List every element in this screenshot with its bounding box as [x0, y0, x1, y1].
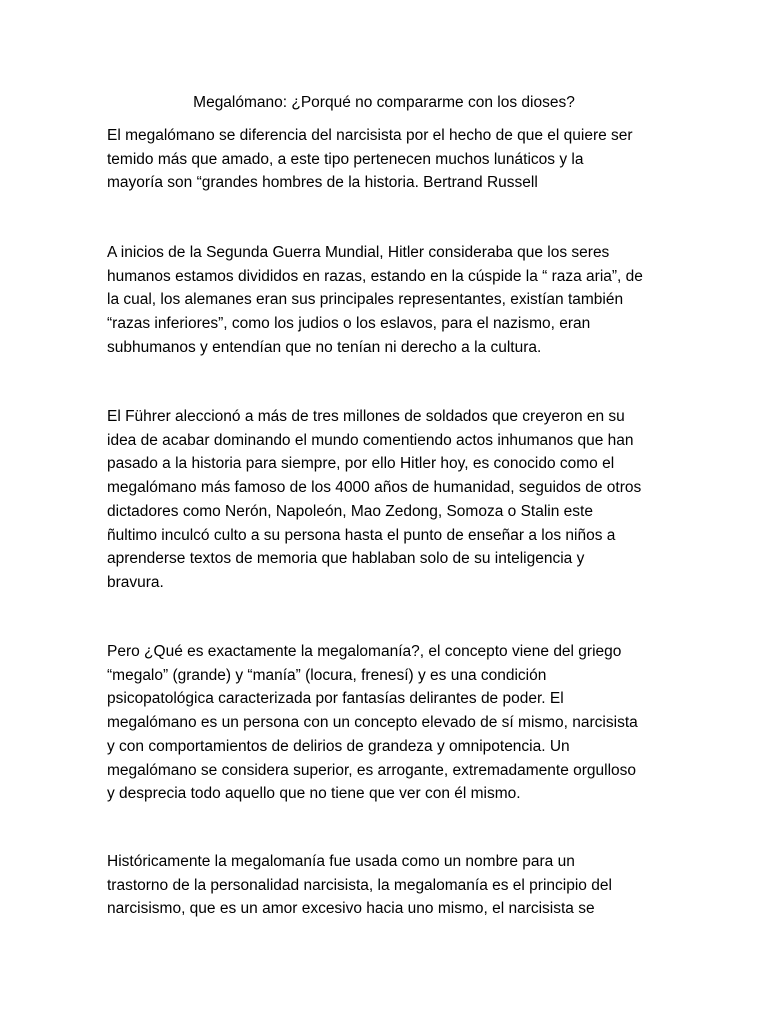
- text-line: bravura.: [107, 573, 164, 591]
- text-line: A inicios de la Segunda Guerra Mundial, Hitler consideraba que los seres: [107, 244, 610, 261]
- text-line: “razas inferiores”, como los judios o los eslavos, para el nazismo, eran: [107, 315, 591, 333]
- text-line: megalómano es un persona con un concepto elevado de sí mismo, narcisista: [107, 714, 638, 732]
- text-line: El megalómano se diferencia del narcisista por el hecho de que el quiere ser: [107, 127, 633, 144]
- paragraph-3: [107, 405, 667, 595]
- document-title: Megalómano: ¿Porqué no compararme con los dioses?: [193, 94, 575, 111]
- text-line: mayoría son “grandes hombres de la historia. Bertrand Russell: [107, 174, 538, 192]
- text-line: megalómano más famoso de los 4000 años de humanidad, seguidos de otros: [107, 479, 642, 497]
- text-line: dictadores como Nerón, Napoleón, Mao Zedong, Somoza o Stalin este: [107, 502, 593, 520]
- text-line: la cual, los alemanes eran sus principales representantes, existían también: [107, 291, 624, 309]
- text-line: y con comportamientos de delirios de grandeza y omnipotencia. Un: [107, 737, 570, 755]
- text-line: psicopatológica caracterizada por fantasías delirantes de poder. El: [107, 690, 564, 708]
- text-line: subhumanos y entendían que no tenían ni derecho a la cultura.: [107, 338, 542, 356]
- text-line: Pero ¿Qué es exactamente la megalomanía?, el concepto viene del griego: [107, 643, 622, 660]
- text-line: ñultimo inculcó culto a su persona hasta el punto de enseñar a los niños a: [107, 526, 616, 544]
- paragraph-2: [107, 241, 667, 360]
- paragraph-4: [107, 640, 667, 806]
- text-line: trastorno de la personalidad narcisista, la megalomanía es el principio del: [107, 876, 612, 894]
- text-line: “megalo” (grande) y “manía” (locura, frenesí) y es una condición: [107, 666, 547, 684]
- text-line: temido más que amado, a este tipo pertenecen muchos lunáticos y la: [107, 150, 584, 168]
- text-line: Históricamente la megalomanía fue usada como un nombre para un: [107, 853, 575, 870]
- text-line: idea de acabar dominando el mundo comentiendo actos inhumanos que han: [107, 431, 634, 449]
- text-line: pasado a la historia para siempre, por ello Hitler hoy, es conocido como el: [107, 455, 615, 473]
- paragraph-1: [107, 124, 667, 195]
- paragraph-5: [107, 850, 667, 921]
- text-line: humanos estamos divididos en razas, estando en la cúspide la “ raza aria”, de: [107, 267, 643, 285]
- text-line: y desprecia todo aquello que no tiene que ver con él mismo.: [107, 785, 521, 803]
- text-line: aprenderse textos de memoria que hablaban solo de su inteligencia y: [107, 550, 585, 568]
- text-line: El Führer aleccionó a más de tres millones de soldados que creyeron en su: [107, 408, 625, 425]
- text-line: megalómano se considera superior, es arrogante, extremadamente orgulloso: [107, 761, 637, 779]
- text-line: narcisismo, que es un amor excesivo hacia uno mismo, el narcisista se: [107, 900, 595, 918]
